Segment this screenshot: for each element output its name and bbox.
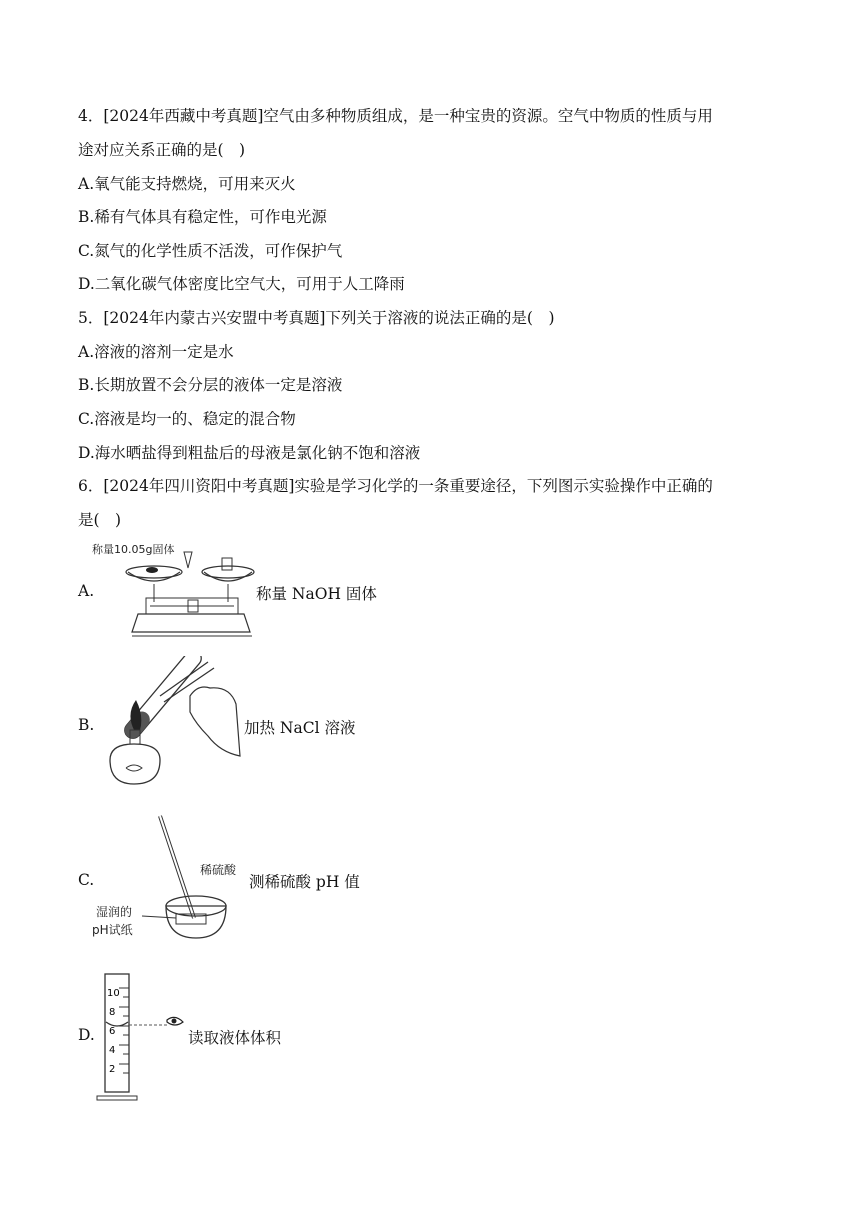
heating-test-tube-icon	[90, 656, 245, 796]
q4-option-b: B.稀有气体具有稳定性，可作电光源	[78, 208, 327, 226]
cylinder-tick-10: 10	[107, 988, 120, 999]
graduated-cylinder-icon	[95, 970, 195, 1105]
balance-icon	[88, 540, 258, 640]
q4-option-c: C.氮气的化学性质不活泼，可作保护气	[78, 242, 343, 260]
q4-option-a: A.氧气能支持燃烧，可用来灭火	[78, 175, 296, 193]
q6-option-a-letter: A.	[78, 582, 95, 600]
cylinder-tick-8: 8	[109, 1007, 116, 1018]
q6-option-a-caption: 称量 NaOH 固体	[256, 585, 377, 603]
cylinder-tick-6: 6	[109, 1026, 116, 1037]
q5-option-a: A.溶液的溶剂一定是水	[78, 343, 234, 361]
q6-option-b-letter: B.	[78, 716, 95, 734]
q4-stem-line2: 途对应关系正确的是( )	[78, 141, 246, 159]
cylinder-tick-4: 4	[109, 1045, 116, 1056]
q4-option-d: D.二氧化碳气体密度比空气大，可用于人工降雨	[78, 275, 405, 293]
ph-label-wet: 湿润的	[96, 905, 133, 919]
q5-stem: 5．[2024年内蒙古兴安盟中考真题]下列关于溶液的说法正确的是( )	[78, 309, 555, 327]
ph-test-icon	[88, 810, 253, 945]
q6-option-d-caption: 读取液体体积	[188, 1029, 282, 1047]
q6-option-b-caption: 加热 NaCl 溶液	[244, 719, 356, 737]
q5-option-d: D.海水晒盐得到粗盐后的母液是氯化钠不饱和溶液	[78, 444, 421, 462]
ph-label-paper: pH试纸	[92, 923, 133, 937]
q6-option-d-letter: D.	[78, 1026, 95, 1044]
balance-figure-label: 称量10.05g固体	[92, 543, 175, 556]
cylinder-tick-2: 2	[109, 1064, 116, 1075]
q6-stem-line1: 6．[2024年四川资阳中考真题]实验是学习化学的一条重要途径，下列图示实验操作中正确的	[78, 477, 713, 495]
q5-option-b: B.长期放置不会分层的液体一定是溶液	[78, 376, 343, 394]
ph-label-acid: 稀硫酸	[200, 863, 237, 877]
q6-option-c-letter: C.	[78, 871, 95, 889]
q5-option-c: C.溶液是均一的、稳定的混合物	[78, 410, 296, 428]
q6-option-c-caption: 测稀硫酸 pH 值	[249, 873, 360, 891]
q6-stem-line2: 是( )	[78, 511, 122, 529]
q4-stem-line1: 4．[2024年西藏中考真题]空气由多种物质组成，是一种宝贵的资源。空气中物质的性质与用	[78, 107, 713, 125]
